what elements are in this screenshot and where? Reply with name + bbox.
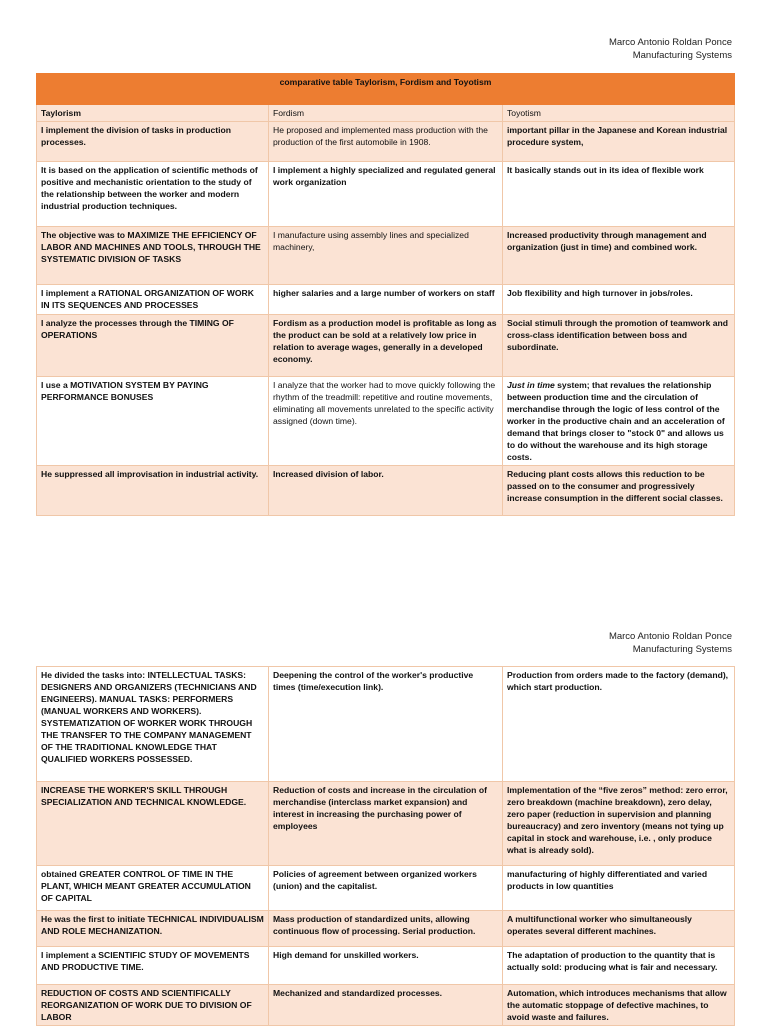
table-cell: INCREASE THE WORKER'S SKILL THROUGH SPECIALIZATION AND TECHNICAL KNOWLEDGE.: [37, 782, 269, 866]
table-cell: I implement a RATIONAL ORGANIZATION OF WORK IN ITS SEQUENCES AND PROCESSES: [37, 285, 269, 315]
course-name: Manufacturing Systems: [632, 50, 732, 61]
table-cell: important pillar in the Japanese and Korean industrial procedure system,: [503, 122, 735, 162]
comparison-table: [36, 73, 735, 516]
table-row: [37, 911, 735, 947]
table-row: [37, 466, 735, 516]
table-title: comparative table Taylorism, Fordism and Toyotism: [37, 74, 735, 105]
table-cell: Mass production of standardized units, allowing continuous flow of processing. Serial production.: [269, 911, 503, 947]
table-cell: Reduction of costs and increase in the circulation of merchandise (interclass market expansion) and interest in increasing the purchasing power of employees: [269, 782, 503, 866]
table-cell: higher salaries and a large number of workers on staff: [269, 285, 503, 315]
just-in-time-text: system; that revalues the relationship between production time and the circulation of merchandise through the logic of less control of the worker in the productive chain and an acceleration of demand that brings closer to "stock 0" and allows us to do without the warehouse and its high storage costs.: [507, 380, 725, 462]
author-name: Marco Antonio Roldan Ponce: [608, 631, 732, 642]
table-cell: I analyze the processes through the TIMING OF OPERATIONS: [37, 315, 269, 377]
table-cell: Increased division of labor.: [269, 466, 503, 516]
page-header: [609, 36, 732, 62]
table-cell: Mechanized and standardized processes.: [269, 985, 503, 1026]
table-cell: Deepening the control of the worker's productive times (time/execution link).: [269, 667, 503, 782]
table-cell: Fordism as a production model is profitable as long as the product can be sold at a relatively low price in relation to average wages, generally in a developed economy.: [269, 315, 503, 377]
table-row: [37, 985, 735, 1026]
table-cell: High demand for unskilled workers.: [269, 947, 503, 985]
table-cell: Increased productivity through management and organization (just in time) and combined work.: [503, 227, 735, 285]
table-cell: The objective was to MAXIMIZE THE EFFICIENCY OF LABOR AND MACHINES AND TOOLS, THROUGH THE SYSTEMATIC DIVISION OF TASKS: [37, 227, 269, 285]
table-cell: I implement the division of tasks in production processes.: [37, 122, 269, 162]
table-cell: I analyze that the worker had to move quickly following the rhythm of the treadmill: repetitive and routine movements, eliminating all movements unrelated to the specific activity assigned (down time).: [269, 377, 503, 466]
comparison-table-continued: [36, 666, 735, 1026]
table-cell: It basically stands out in its idea of flexible work: [503, 162, 735, 227]
table-cell: I manufacture using assembly lines and specialized machinery,: [269, 227, 503, 285]
table-cell: Social stimuli through the promotion of teamwork and cross-class identification between boss and subordinate.: [503, 315, 735, 377]
table-cell: A multifunctional worker who simultaneously operates several different machines.: [503, 911, 735, 947]
table-row: [37, 866, 735, 911]
just-in-time-label: Just in time: [507, 380, 555, 390]
table-cell: obtained GREATER CONTROL OF TIME IN THE PLANT, WHICH MEANT GREATER ACCUMULATION OF CAPITAL: [37, 866, 269, 911]
table-cell: [503, 377, 735, 466]
table-cell: It is based on the application of scientific methods of positive and mechanistic orientation to the study of the relationship between the worker and modern industrial production techniques.: [37, 162, 269, 227]
table-row: [37, 377, 735, 466]
table-row: [37, 227, 735, 285]
table-cell: Job flexibility and high turnover in jobs/roles.: [503, 285, 735, 315]
table-cell: He divided the tasks into: INTELLECTUAL TASKS: DESIGNERS AND ORGANIZERS (TECHNICIANS AND ENGINEERS). MANUAL TASKS: PERFORMERS (MANUAL WORKERS AND WORKERS). SYSTEMATIZATION OF WORKER WORK THROUGH THE TRANSFER TO THE COMPANY MANAGEMENT OF THE TRADITIONAL KNOWLEDGE THAT QUALIFIED WORKERS POSSESSED.: [37, 667, 269, 782]
column-header-taylorism: Taylorism: [37, 105, 269, 122]
column-header-toyotism: Toyotism: [503, 105, 735, 122]
table-cell: REDUCTION OF COSTS AND SCIENTIFICALLY REORGANIZATION OF WORK DUE TO DIVISION OF LABOR: [37, 985, 269, 1026]
table-cell: I use a MOTIVATION SYSTEM BY PAYING PERFORMANCE BONUSES: [37, 377, 269, 466]
table-row: [37, 122, 735, 162]
table-cell: Implementation of the “five zeros” method: zero error, zero breakdown (machine breakdown), zero delay, zero paper (reduction in supervision and planning bureaucracy) and zero inventory (means not tying up capital in stock and warehouse, i.e. , only produce what is already sold).: [503, 782, 735, 866]
table-cell: Reducing plant costs allows this reduction to be passed on to the consumer and progressively increase consumption in the different social classes.: [503, 466, 735, 516]
table-cell: He was the first to initiate TECHNICAL INDIVIDUALISM AND ROLE MECHANIZATION.: [37, 911, 269, 947]
table-cell: He suppressed all improvisation in industrial activity.: [37, 466, 269, 516]
table-cell: manufacturing of highly differentiated and varied products in low quantities: [503, 866, 735, 911]
column-header-fordism: Fordism: [269, 105, 503, 122]
table-cell: Automation, which introduces mechanisms that allow the automatic stoppage of defective machines, to avoid waste and failures.: [503, 985, 735, 1026]
table-cell: I implement a highly specialized and regulated general work organization: [269, 162, 503, 227]
table-row: [37, 285, 735, 315]
page-header: [609, 630, 732, 656]
table-row: [37, 162, 735, 227]
course-name: Manufacturing Systems: [632, 644, 732, 655]
table-header-row: [37, 105, 735, 122]
table-title-row: [37, 74, 735, 105]
table-cell: He proposed and implemented mass production with the production of the first automobile in 1908.: [269, 122, 503, 162]
table-cell: Policies of agreement between organized workers (union) and the capitalist.: [269, 866, 503, 911]
table-row: [37, 782, 735, 866]
table-cell: The adaptation of production to the quantity that is actually sold: producing what is fair and necessary.: [503, 947, 735, 985]
table-cell: I implement a SCIENTIFIC STUDY OF MOVEMENTS AND PRODUCTIVE TIME.: [37, 947, 269, 985]
author-name: Marco Antonio Roldan Ponce: [608, 37, 732, 48]
table-row: [37, 947, 735, 985]
table-cell: Production from orders made to the factory (demand), which start production.: [503, 667, 735, 782]
table-row: [37, 667, 735, 782]
table-row: [37, 315, 735, 377]
